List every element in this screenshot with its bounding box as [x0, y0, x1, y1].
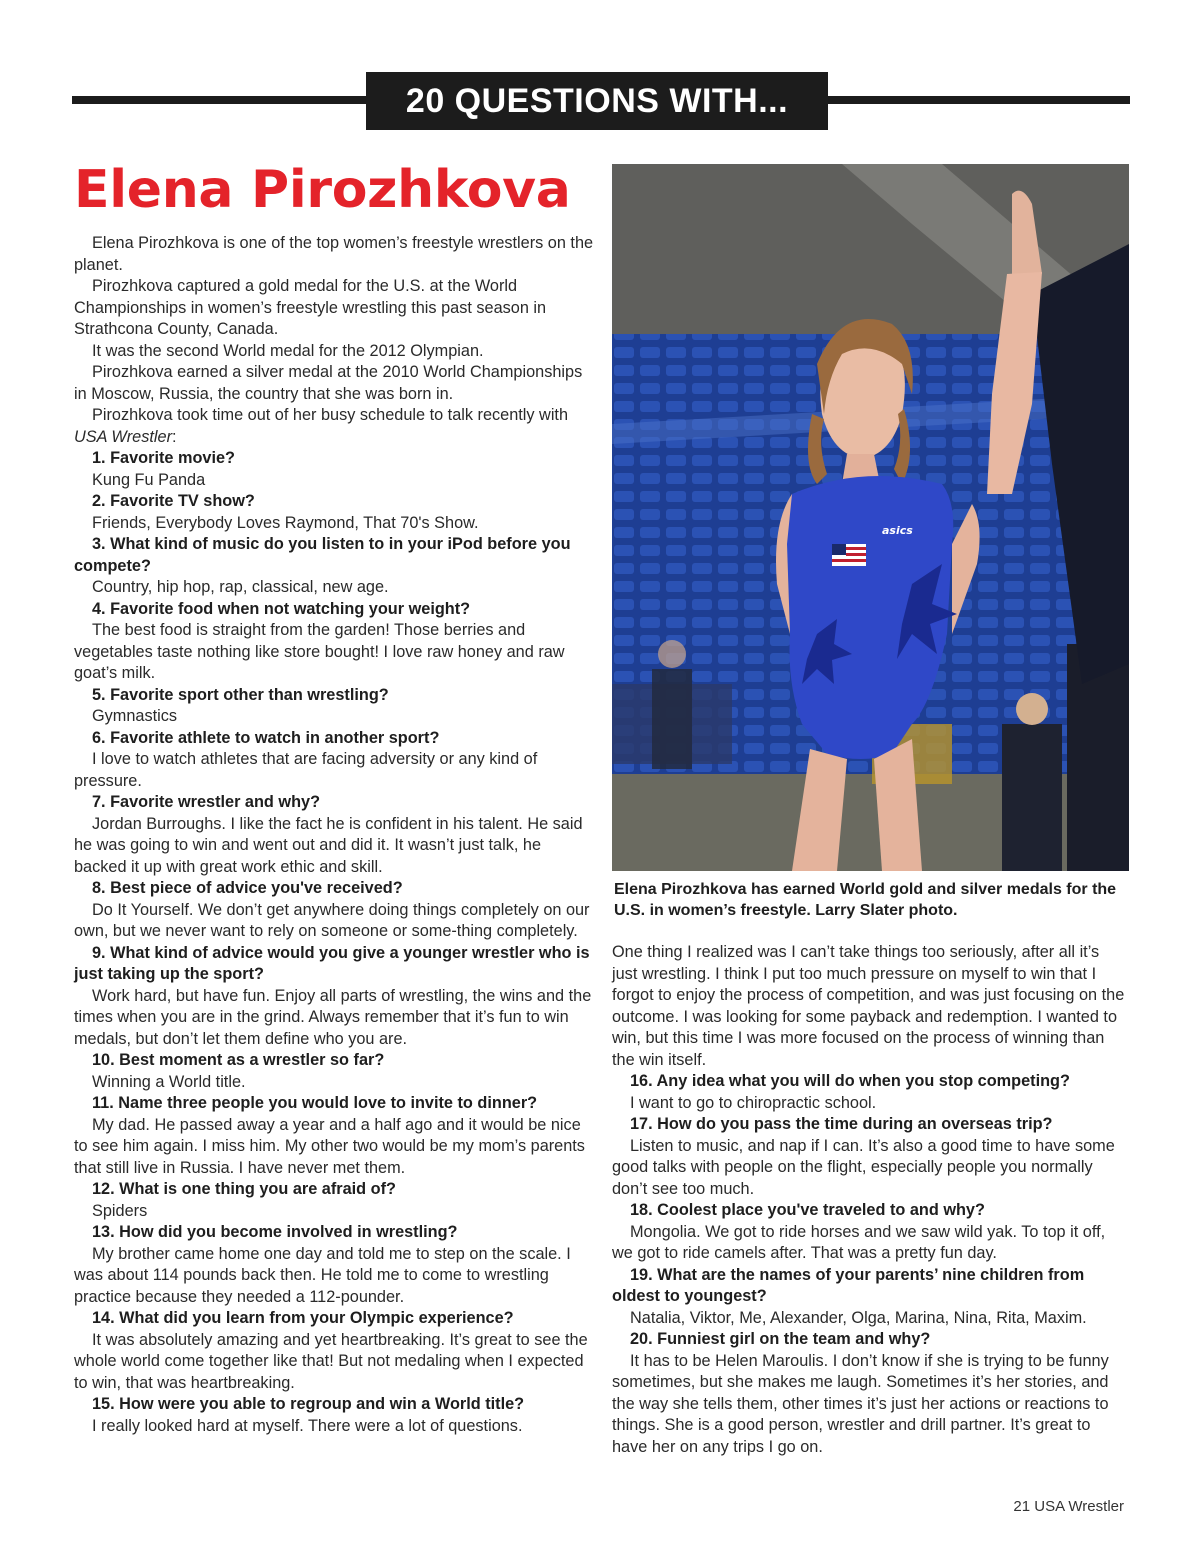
answer-16: I want to go to chiropractic school. [630, 1093, 877, 1112]
singlet-logo: asics [882, 524, 913, 537]
magazine-name: USA Wrestler [74, 427, 172, 446]
answer-18: Mongolia. We got to ride horses and we saw wild yak. To top it off, we got to ride camels after. That was a pretty fun day. [612, 1222, 1106, 1262]
answer-15: I really looked hard at myself. There were a lot of questions. [92, 1416, 523, 1435]
section-banner: 20 QUESTIONS WITH... [366, 72, 828, 130]
question-10: 10. Best moment as a wrestler so far? [92, 1051, 385, 1069]
page-folio: 21 USA Wrestler [1013, 1498, 1124, 1515]
question-13: 13. How did you become involved in wrestling? [92, 1223, 458, 1241]
question-2: 2. Favorite TV show? [92, 492, 255, 510]
wrestler-photo-illustration [612, 164, 1129, 871]
question-20: 20. Funniest girl on the team and why? [630, 1330, 931, 1348]
answer-14: It was absolutely amazing and yet heartbreaking. It’s great to see the whole world come together like that! But not medaling when I expected to win, that was heartbreaking. [74, 1330, 588, 1392]
answer-3: Country, hip hop, rap, classical, new age. [92, 578, 389, 596]
article-column-left [74, 233, 594, 1437]
question-18: 18. Coolest place you've traveled to and why? [630, 1201, 985, 1219]
intro-paragraph-2: Pirozhkova captured a gold medal for the U.S. at the World Championships in women’s freestyle wrestling this past season in Strathcona County, Canada. [74, 277, 547, 338]
answer-1: Kung Fu Panda [92, 470, 206, 489]
intro-paragraph-3: It was the second World medal for the 2012 Olympian. [92, 341, 484, 360]
question-15: 15. How were you able to regroup and win a World title? [92, 1395, 525, 1413]
question-4: 4. Favorite food when not watching your weight? [92, 599, 471, 618]
question-11: 11. Name three people you would love to invite to dinner? [92, 1094, 538, 1112]
answer-9: Work hard, but have fun. Enjoy all parts of wrestling, the wins and the times when you are in the grind. Always remember that it’s fun to win medals, but don’t let them define who you are. [74, 986, 592, 1048]
intro-paragraph-1: Elena Pirozhkova is one of the top women’s freestyle wrestlers on the planet. [74, 234, 594, 274]
answer-5: Gymnastics [92, 707, 178, 725]
answer-13: My brother came home one day and told me to step on the scale. I was about 114 pounds back then. He told me to come to wrestling practice because they needed a 112-pounder. [74, 1244, 571, 1306]
photo-caption: Elena Pirozhkova has earned World gold and silver medals for the U.S. in women’s freestyle. Larry Slater photo. [614, 881, 1117, 919]
answer-12: Spiders [92, 1201, 148, 1220]
question-6: 6. Favorite athlete to watch in another sport? [92, 728, 440, 747]
question-14: 14. What did you learn from your Olympic experience? [92, 1309, 514, 1327]
question-17: 17. How do you pass the time during an overseas trip? [630, 1115, 1053, 1133]
article-title: Elena Pirozhkova [74, 160, 571, 220]
question-1: 1. Favorite movie? [92, 449, 235, 467]
answer-6: I love to watch athletes that are facing adversity or any kind of pressure. [74, 750, 538, 790]
answer-7: Jordan Burroughs. I like the fact he is confident in his talent. He said he was going to win and went out and did it. It wasn’t just talk, he backed it up with great work ethic and skill. [74, 814, 583, 876]
answer-20: It has to be Helen Maroulis. I don’t know if she is trying to be funny sometimes, but she makes me laugh. Sometimes it’s her stories, and the way she tells them, other times it’s just her actions or reactions to things. She is a good person, wrestler and drill partner. It’s great to have her on any trips I go on. [612, 1351, 1109, 1456]
intro-paragraph-5 [74, 405, 594, 448]
answer-17: Listen to music, and nap if I can. It’s also a good time to have some good talks with people on the flight, especially people you normally don’t see too much. [612, 1136, 1115, 1198]
answer-19: Natalia, Viktor, Me, Alexander, Olga, Marina, Nina, Rita, Maxim. [630, 1308, 1087, 1327]
answer-8: Do It Yourself. We don’t get anywhere doing things completely on our own, but we never want to rely on someone or some-thing completely. [74, 900, 590, 940]
header-rule-left [72, 96, 368, 104]
answer-15-continued: One thing I realized was I can’t take things too seriously, after all it’s just wrestling. I think I put too much pressure on myself to win that I forgot to enjoy the process of competition, and was just focusing on the outcome. I was looking for some payback and redemption. I wanted to win, but this time I was more focused on the process of winning than the win itself. [612, 943, 1125, 1069]
question-16: 16. Any idea what you will do when you stop competing? [630, 1072, 1070, 1090]
question-3: 3. What kind of music do you listen to in your iPod before you compete? [74, 535, 571, 575]
question-19: 19. What are the names of your parents’ nine children from oldest to youngest? [612, 1265, 1085, 1305]
header-rule-right [826, 96, 1130, 104]
answer-11: My dad. He passed away a year and a half ago and it would be nice to see him again. I miss him. My other two would be my mom’s parents that still live in Russia. I have never met them. [74, 1115, 585, 1177]
question-5: 5. Favorite sport other than wrestling? [92, 685, 389, 704]
intro-text: Pirozhkova took time out of her busy schedule to talk recently with [92, 406, 569, 424]
article-column-right [612, 942, 1128, 1458]
answer-4: The best food is straight from the garden! Those berries and vegetables taste nothing like store bought! I love raw honey and raw goat’s milk. [74, 621, 565, 682]
question-12: 12. What is one thing you are afraid of? [92, 1180, 396, 1198]
intro-paragraph-4: Pirozhkova earned a silver medal at the 2010 World Championships in Moscow, Russia, the country that she was born in. [74, 363, 583, 403]
wrestler-photo [612, 164, 1129, 871]
question-8: 8. Best piece of advice you've received? [92, 879, 403, 897]
intro-punctuation: : [172, 427, 177, 446]
question-7: 7. Favorite wrestler and why? [92, 793, 321, 811]
answer-10: Winning a World title. [92, 1072, 246, 1091]
answer-2: Friends, Everybody Loves Raymond, That 70's Show. [92, 513, 479, 532]
question-9: 9. What kind of advice would you give a younger wrestler who is just taking up the sport? [74, 943, 590, 983]
